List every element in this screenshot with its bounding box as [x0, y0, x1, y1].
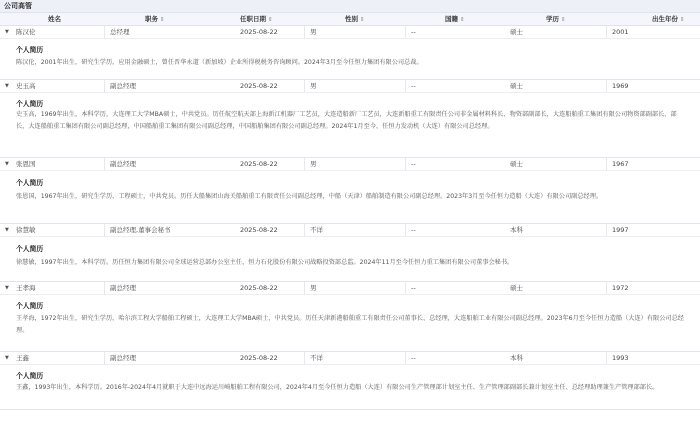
cell-nationality: --: [411, 160, 416, 168]
table-row[interactable]: [0, 224, 700, 237]
cell-position: 副总经理: [110, 160, 136, 168]
detail-panel: [0, 93, 700, 158]
column-header-gender[interactable]: [345, 13, 365, 25]
section-title: 公司高管: [4, 2, 32, 10]
sort-icon: ⇕: [268, 17, 273, 23]
detail-bio: 王孝海，1972年出生，研究生学历，哈尔滨工程大学船舶工程硕士，大连理工大学MBA硕士，中共党员。历任天津新港船舶重工有限责任公司董事长、总经理，大连船舶工业有限公司副总经理。2023年6月至今任恒力造船（大连）有限公司总经理。: [16, 315, 684, 334]
detail-panel: [0, 39, 700, 80]
detail-bio: 徐慧敏，1997年出生，本科学历。历任恒力集团有限公司全球运营总部办公室主任，恒力石化股份有限公司战略投资部总监。2024年11月至今任恒力重工集团有限公司董事会秘书。: [16, 259, 514, 266]
cell-education: 硕士: [510, 284, 523, 292]
column-header-position[interactable]: [145, 13, 165, 25]
column-header-education-label: 学历: [546, 15, 559, 23]
cell-date: 2025-08-22: [240, 226, 278, 234]
column-header-birth-year-label: 出生年份: [652, 15, 678, 23]
cell-nationality: --: [411, 28, 416, 36]
cell-gender: 男: [310, 284, 317, 292]
cell-education: 本科: [510, 354, 523, 362]
detail-bio: 王鑫，1993年出生，本科学历。2016年-2024年4月就职于大连中远海运川崎船舶工程有限公司，2024年4月至今任恒力造船（大连）有限公司生产管理部计划室主任、生产管理部副部长兼计划室主任、总经理助理兼生产管理部部长。: [16, 384, 659, 391]
expand-caret-icon[interactable]: ▼: [5, 83, 9, 89]
expand-caret-icon[interactable]: ▼: [5, 161, 9, 167]
cell-birth-year: 1969: [612, 82, 629, 90]
cell-nationality: --: [411, 354, 416, 362]
column-header-date-label: 任职日期: [240, 15, 266, 23]
cell-nationality: --: [411, 82, 416, 90]
detail-panel: [0, 237, 700, 282]
cell-nationality: --: [411, 284, 416, 292]
table-header: [0, 13, 700, 26]
cell-date: 2025-08-22: [240, 28, 278, 36]
cell-position: 副总经理: [110, 82, 136, 90]
detail-heading: 个人简历: [16, 245, 44, 253]
cell-name: 张恩国: [16, 160, 36, 168]
column-header-position-label: 职务: [145, 15, 158, 23]
cell-education: 硕士: [510, 160, 523, 168]
expand-caret-icon[interactable]: ▼: [5, 29, 9, 35]
cell-birth-year: 1967: [612, 160, 629, 168]
expand-caret-icon[interactable]: ▼: [5, 285, 9, 291]
column-header-name[interactable]: 姓名: [48, 15, 61, 23]
detail-heading: 个人简历: [16, 302, 44, 310]
sort-icon: ⇕: [561, 17, 566, 23]
column-header-birth-year[interactable]: [652, 13, 685, 25]
cell-education: 硕士: [510, 82, 523, 90]
detail-heading: 个人简历: [16, 100, 44, 108]
expand-caret-icon[interactable]: ▼: [5, 355, 9, 361]
cell-education: 硕士: [510, 28, 523, 36]
detail-panel: [0, 365, 700, 410]
column-header-nationality-label: 国籍: [445, 15, 458, 23]
cell-name: 陈汉伦: [16, 28, 36, 36]
column-header-nationality[interactable]: [445, 13, 465, 25]
table-row[interactable]: [0, 26, 700, 39]
cell-gender: 男: [310, 82, 317, 90]
table-row[interactable]: [0, 282, 700, 295]
cell-position: 副总经理,董事会秘书: [110, 226, 171, 234]
cell-nationality: --: [411, 226, 416, 234]
cell-birth-year: 2001: [612, 28, 629, 36]
column-header-date[interactable]: [240, 13, 273, 25]
cell-birth-year: 1972: [612, 284, 629, 292]
section-header: [0, 0, 700, 13]
detail-heading: 个人简历: [16, 372, 44, 380]
cell-date: 2025-08-22: [240, 354, 278, 362]
detail-panel: [0, 171, 700, 224]
sort-icon: ⇕: [460, 17, 465, 23]
detail-heading: 个人简历: [16, 46, 44, 54]
table-row[interactable]: [0, 80, 700, 93]
column-header-gender-label: 性别: [345, 15, 358, 23]
table-row[interactable]: [0, 158, 700, 171]
cell-date: 2025-08-22: [240, 284, 278, 292]
detail-bio: 陈汉伦，2001年出生，研究生学历，应用金融硕士，曾任晋华永道（新加坡）企业所得税税务咨询顾问。2024年3月至今任恒力集团有限公司总裁。: [16, 59, 423, 66]
sort-icon: ⇕: [160, 17, 165, 23]
sort-icon: ⇕: [360, 17, 365, 23]
expand-caret-icon[interactable]: ▼: [5, 227, 9, 233]
cell-date: 2025-08-22: [240, 82, 278, 90]
cell-name: 王鑫: [16, 354, 29, 362]
detail-panel: [0, 295, 700, 352]
cell-position: 副总经理: [110, 284, 136, 292]
cell-name: 王孝海: [16, 284, 36, 292]
cell-gender: 男: [310, 28, 317, 36]
table-row[interactable]: [0, 352, 700, 365]
column-header-education[interactable]: [546, 13, 566, 25]
cell-gender: 男: [310, 160, 317, 168]
detail-bio: 张恩国，1967年出生，研究生学历，工程硕士，中共党员。历任大船集团山海关船舶重工有限责任公司副总经理，中船（天津）船舶制造有限公司副总经理。2023年3月至今任恒力造船（大连）有限公司副总经理。: [16, 193, 603, 200]
cell-education: 本科: [510, 226, 523, 234]
cell-birth-year: 1997: [612, 226, 629, 234]
cell-name: 徐慧敏: [16, 226, 36, 234]
detail-bio: 史玉高，1969年出生，本科学历，大连理工大学MBA硕士，中共党员。历任航空航天部上海新江机器厂工艺员，大连造船新厂工艺员，大连新船重工有限责任公司非金属材料科长、物资部副部长，大连船舶重工集团有限公司物资部副部长、部长，大连船舶重工集团有限公司副总经理，中国船舶重工集团有限公司副总经理，中国船舶集团有限公司副总经理。2024年1月至今，任恒力发动机（大连）有限公司总经理。: [16, 111, 677, 130]
cell-gender: 不详: [310, 354, 323, 362]
cell-gender: 不详: [310, 226, 323, 234]
sort-icon: ⇕: [680, 17, 685, 23]
detail-heading: 个人简历: [16, 179, 44, 187]
cell-birth-year: 1993: [612, 354, 629, 362]
cell-date: 2025-08-22: [240, 160, 278, 168]
cell-position: 总经理: [110, 28, 130, 36]
cell-position: 副总经理: [110, 354, 136, 362]
cell-name: 史玉高: [16, 82, 36, 90]
